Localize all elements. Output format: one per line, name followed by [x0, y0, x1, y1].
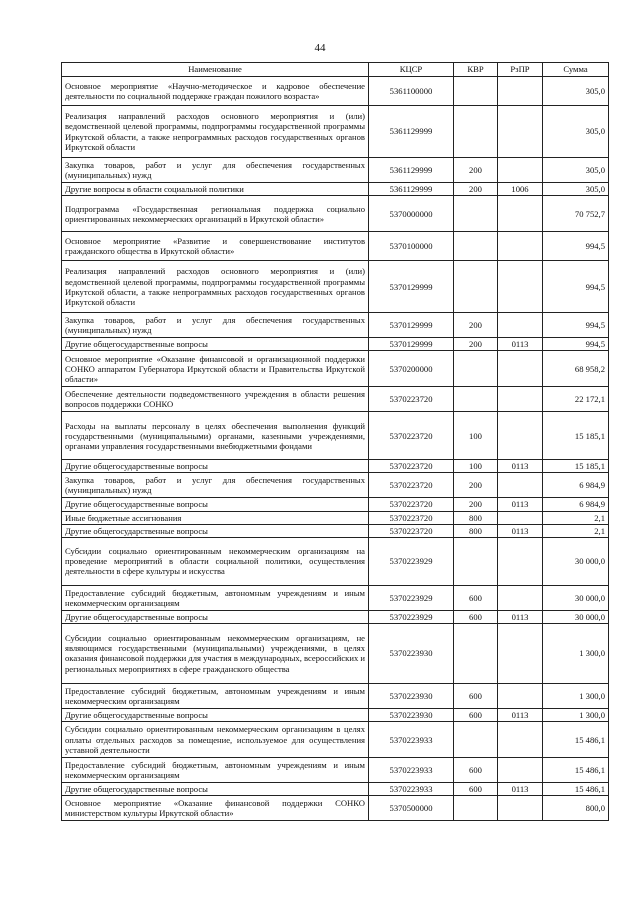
cell-name: Другие общегосударственные вопросы [62, 783, 369, 796]
cell-kcsr: 5370000000 [369, 196, 454, 232]
cell-name: Реализация направлений расходов основного мероприятия и (или) ведомственной целевой программы, подпрограммы государственной программы Иркутской области, а также непрограммных расходов государственных органов Иркутской области [62, 261, 369, 313]
cell-kcsr: 5370129999 [369, 313, 454, 338]
cell-name: Основное мероприятие «Оказание финансовой и организационной поддержки СОНКО аппаратом Губернатора Иркутской области и Правительства Иркутской области» [62, 351, 369, 387]
cell-name: Обеспечение деятельности подведомственного учреждения в области решения вопросов поддержки СОНКО [62, 387, 369, 412]
cell-sum: 800,0 [543, 796, 609, 821]
table-row [62, 498, 609, 511]
cell-rzpr [498, 473, 543, 498]
cell-rzpr [498, 261, 543, 313]
cell-name: Предоставление субсидий бюджетным, автономным учреждениям и иным некоммерческим организациям [62, 683, 369, 708]
table-row [62, 783, 609, 796]
table-body [62, 77, 609, 821]
cell-name: Другие общегосударственные вопросы [62, 708, 369, 721]
cell-rzpr [498, 511, 543, 524]
cell-sum: 305,0 [543, 183, 609, 196]
table-row [62, 524, 609, 537]
cell-kcsr: 5361100000 [369, 77, 454, 106]
cell-kcsr: 5370200000 [369, 351, 454, 387]
cell-sum: 15 486,1 [543, 722, 609, 758]
page-number: 44 [314, 42, 326, 54]
cell-kvr: 600 [454, 708, 498, 721]
table-row [62, 412, 609, 460]
cell-sum: 1 300,0 [543, 708, 609, 721]
cell-name: Субсидии социально ориентированным некоммерческим организациям, не являющимся государственными (муниципальными) учреждениями, в целях оказания финансовой поддержки для участия в международных, всероссийских и региональных мероприятиях в сфере гражданского общества [62, 623, 369, 683]
cell-rzpr: 0113 [498, 498, 543, 511]
cell-sum: 15 185,1 [543, 412, 609, 460]
cell-kvr [454, 537, 498, 585]
table-row [62, 196, 609, 232]
cell-rzpr: 0113 [498, 338, 543, 351]
cell-kcsr: 5361129999 [369, 106, 454, 158]
cell-rzpr: 1006 [498, 183, 543, 196]
table-row [62, 261, 609, 313]
cell-rzpr [498, 232, 543, 261]
cell-sum: 70 752,7 [543, 196, 609, 232]
cell-rzpr [498, 387, 543, 412]
cell-kvr: 600 [454, 758, 498, 783]
cell-rzpr [498, 313, 543, 338]
cell-name: Основное мероприятие «Развитие и совершенствование институтов гражданского общества в Иркутской области» [62, 232, 369, 261]
cell-name: Закупка товаров, работ и услуг для обеспечения государственных (муниципальных) нужд [62, 313, 369, 338]
cell-kcsr: 5370223720 [369, 511, 454, 524]
cell-rzpr [498, 351, 543, 387]
cell-rzpr [498, 623, 543, 683]
cell-kvr: 200 [454, 498, 498, 511]
cell-sum: 6 984,9 [543, 498, 609, 511]
cell-sum: 994,5 [543, 313, 609, 338]
cell-sum: 305,0 [543, 77, 609, 106]
cell-sum: 68 958,2 [543, 351, 609, 387]
cell-name: Закупка товаров, работ и услуг для обеспечения государственных (муниципальных) нужд [62, 473, 369, 498]
cell-kvr: 200 [454, 313, 498, 338]
cell-name: Другие общегосударственные вопросы [62, 460, 369, 473]
table-row [62, 708, 609, 721]
cell-kvr: 200 [454, 158, 498, 183]
table-row [62, 158, 609, 183]
cell-kcsr: 5370223933 [369, 758, 454, 783]
cell-name: Другие общегосударственные вопросы [62, 498, 369, 511]
header-kcsr: КЦСР [369, 63, 454, 77]
cell-kvr [454, 351, 498, 387]
cell-rzpr: 0113 [498, 783, 543, 796]
header-name: Наименование [62, 63, 369, 77]
cell-kvr [454, 77, 498, 106]
cell-rzpr: 0113 [498, 460, 543, 473]
cell-name: Субсидии социально ориентированным некоммерческим организациям в целях оплаты отдельных расходов за помещение, используемое для осуществления уставной деятельности [62, 722, 369, 758]
cell-kcsr: 5370223930 [369, 708, 454, 721]
cell-kvr: 200 [454, 473, 498, 498]
cell-kcsr: 5361129999 [369, 158, 454, 183]
table-row [62, 387, 609, 412]
table-row [62, 758, 609, 783]
cell-kcsr: 5370129999 [369, 338, 454, 351]
cell-kcsr: 5370223720 [369, 498, 454, 511]
cell-sum: 15 486,1 [543, 783, 609, 796]
cell-kcsr: 5370223929 [369, 537, 454, 585]
cell-sum: 15 486,1 [543, 758, 609, 783]
table-row [62, 183, 609, 196]
cell-rzpr: 0113 [498, 524, 543, 537]
cell-kcsr: 5370100000 [369, 232, 454, 261]
table-row [62, 537, 609, 585]
cell-sum: 6 984,9 [543, 473, 609, 498]
cell-sum: 2,1 [543, 511, 609, 524]
cell-kcsr: 5370223720 [369, 387, 454, 412]
table-row [62, 796, 609, 821]
cell-rzpr [498, 722, 543, 758]
cell-sum: 305,0 [543, 106, 609, 158]
cell-kvr [454, 623, 498, 683]
cell-name: Основное мероприятие «Научно-методическое и кадровое обеспечение деятельности по социальной поддержке граждан пожилого возраста» [62, 77, 369, 106]
cell-kvr: 800 [454, 524, 498, 537]
cell-sum: 994,5 [543, 232, 609, 261]
cell-rzpr [498, 158, 543, 183]
cell-kvr: 100 [454, 460, 498, 473]
cell-name: Расходы на выплаты персоналу в целях обеспечения выполнения функций государственными (муниципальными) органами, казенными учреждениями, органами управления государственными внебюджетными фондами [62, 412, 369, 460]
cell-kcsr: 5370129999 [369, 261, 454, 313]
table-row [62, 232, 609, 261]
cell-rzpr [498, 537, 543, 585]
cell-name: Другие вопросы в области социальной политики [62, 183, 369, 196]
table-row [62, 722, 609, 758]
cell-kvr: 200 [454, 338, 498, 351]
cell-kvr [454, 722, 498, 758]
cell-kcsr: 5370223929 [369, 610, 454, 623]
cell-rzpr: 0113 [498, 610, 543, 623]
cell-kvr: 800 [454, 511, 498, 524]
cell-name: Другие общегосударственные вопросы [62, 610, 369, 623]
cell-kvr [454, 232, 498, 261]
table-row [62, 610, 609, 623]
table-row [62, 77, 609, 106]
cell-sum: 305,0 [543, 158, 609, 183]
header-sum: Сумма [543, 63, 609, 77]
cell-name: Предоставление субсидий бюджетным, автономным учреждениям и иным некоммерческим организациям [62, 758, 369, 783]
cell-kvr [454, 261, 498, 313]
cell-sum: 30 000,0 [543, 537, 609, 585]
cell-rzpr: 0113 [498, 708, 543, 721]
cell-name: Закупка товаров, работ и услуг для обеспечения государственных (муниципальных) нужд [62, 158, 369, 183]
table-row [62, 511, 609, 524]
table-row [62, 338, 609, 351]
cell-rzpr [498, 758, 543, 783]
cell-name: Другие общегосударственные вопросы [62, 338, 369, 351]
cell-name: Другие общегосударственные вопросы [62, 524, 369, 537]
table-row [62, 460, 609, 473]
table-row [62, 473, 609, 498]
table-header [62, 63, 609, 77]
cell-sum: 2,1 [543, 524, 609, 537]
cell-name: Подпрограмма «Государственная региональная поддержка социально ориентированных некоммерческих организаций в Иркутской области» [62, 196, 369, 232]
header-rzpr: РзПР [498, 63, 543, 77]
cell-kvr: 600 [454, 610, 498, 623]
cell-name: Предоставление субсидий бюджетным, автономным учреждениям и иным некоммерческим организациям [62, 585, 369, 610]
cell-kvr [454, 387, 498, 412]
table-row [62, 106, 609, 158]
cell-sum: 22 172,1 [543, 387, 609, 412]
table-row [62, 313, 609, 338]
cell-sum: 30 000,0 [543, 610, 609, 623]
cell-kvr [454, 796, 498, 821]
cell-kcsr: 5370223720 [369, 524, 454, 537]
cell-kvr [454, 106, 498, 158]
cell-sum: 30 000,0 [543, 585, 609, 610]
cell-name: Иные бюджетные ассигнования [62, 511, 369, 524]
cell-sum: 1 300,0 [543, 683, 609, 708]
cell-rzpr [498, 106, 543, 158]
cell-sum: 994,5 [543, 261, 609, 313]
cell-kcsr: 5370223930 [369, 683, 454, 708]
cell-sum: 15 185,1 [543, 460, 609, 473]
cell-name: Субсидии социально ориентированным некоммерческим организациям на проведение мероприятий в области социальной политики, осуществления деятельности в сфере культуры и искусства [62, 537, 369, 585]
cell-rzpr [498, 412, 543, 460]
cell-rzpr [498, 683, 543, 708]
cell-rzpr [498, 585, 543, 610]
cell-kvr: 200 [454, 183, 498, 196]
cell-name: Реализация направлений расходов основного мероприятия и (или) ведомственной целевой программы, подпрограммы государственной программы Иркутской области, а также непрограммных расходов государственных органов Иркутской области [62, 106, 369, 158]
cell-kvr: 600 [454, 683, 498, 708]
table-row [62, 585, 609, 610]
table-row [62, 683, 609, 708]
cell-sum: 994,5 [543, 338, 609, 351]
cell-rzpr [498, 796, 543, 821]
cell-rzpr [498, 77, 543, 106]
cell-name: Основное мероприятие «Оказание финансовой поддержки СОНКО министерством культуры Иркутской области» [62, 796, 369, 821]
header-row [62, 63, 609, 77]
cell-sum: 1 300,0 [543, 623, 609, 683]
table-row [62, 351, 609, 387]
cell-kvr: 600 [454, 585, 498, 610]
cell-kvr [454, 196, 498, 232]
budget-table [61, 62, 609, 821]
cell-kcsr: 5370223933 [369, 722, 454, 758]
cell-kcsr: 5370223930 [369, 623, 454, 683]
cell-rzpr [498, 196, 543, 232]
cell-kcsr: 5370500000 [369, 796, 454, 821]
table-row [62, 623, 609, 683]
cell-kcsr: 5370223720 [369, 412, 454, 460]
cell-kcsr: 5361129999 [369, 183, 454, 196]
cell-kcsr: 5370223929 [369, 585, 454, 610]
cell-kcsr: 5370223720 [369, 473, 454, 498]
cell-kvr: 600 [454, 783, 498, 796]
cell-kvr: 100 [454, 412, 498, 460]
cell-kcsr: 5370223720 [369, 460, 454, 473]
cell-kcsr: 5370223933 [369, 783, 454, 796]
header-kvr: КВР [454, 63, 498, 77]
